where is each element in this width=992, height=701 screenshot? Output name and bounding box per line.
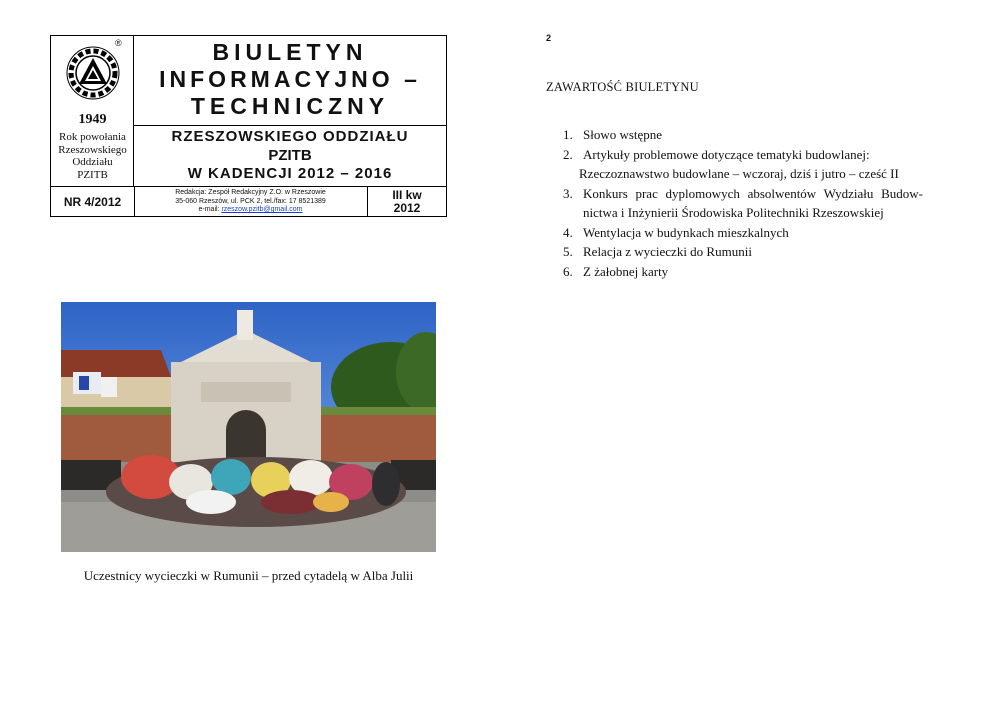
toc-item <box>563 184 923 223</box>
page-number: 2 <box>546 33 552 43</box>
toc-item-text: Artykuły problemowe dotyczące tematyki budowlanej: <box>583 146 870 162</box>
toc-item <box>563 262 923 282</box>
title-line: INFORMACYJNO – <box>159 66 421 92</box>
issue-quarter <box>368 187 446 217</box>
group-photo <box>61 302 436 552</box>
toc-item-text: Wentylacja w budynkach mieszkalnych <box>583 224 789 240</box>
subtitle-line: PZITB <box>268 146 312 164</box>
title-line: TECHNICZNY <box>190 93 390 119</box>
toc-item <box>563 125 923 145</box>
citadel-group-photo-image <box>61 302 436 552</box>
toc-item-number: 1. <box>563 127 573 142</box>
founding-line: PZITB <box>77 168 108 181</box>
editorial-line: Redakcja: Zespół Redakcyjny Z.O. w Rzeszowie <box>175 189 326 196</box>
toc-item <box>563 223 923 243</box>
toc-item-number: 2. <box>563 146 573 162</box>
founding-line: Oddziału <box>72 156 113 168</box>
quarter-line: III kw <box>392 188 422 202</box>
photo-caption: Uczestnicy wycieczki w Rumunii – przed cytadelą w Alba Julii <box>83 568 414 583</box>
subtitle-line: RZESZOWSKIEGO ODDZIAŁU <box>171 128 409 145</box>
issue-number: NR 4/2012 <box>51 187 135 217</box>
toc-item-text: Relacja z wycieczki do Rumunii <box>583 244 752 259</box>
logo-cell <box>51 36 134 186</box>
title-line: BIULETYN <box>212 39 368 65</box>
founding-note <box>51 131 134 181</box>
editorial-info <box>134 187 368 217</box>
bulletin-title <box>134 36 446 126</box>
toc-item-text: Słowo wstępne <box>583 127 663 142</box>
masthead-bottom-row <box>51 186 446 216</box>
editorial-line: 35-060 Rzeszów, ul. PCK 2, tel./fax: 17 8521389 <box>175 197 326 205</box>
toc-item-text: nictwa i Inżynierii Środowiska Politechniki Rzeszowskiej <box>583 205 884 220</box>
email-label: e-mail: <box>198 206 222 213</box>
toc-item-text: Rzeczoznawstwo budowlane – wczoraj, dziś i jutro – cześć II <box>579 166 899 181</box>
subtitle-line: W KADENCJI 2012 – 2016 <box>187 165 393 182</box>
founding-line: Rzeszowskiego <box>58 143 127 156</box>
toc-heading: ZAWARTOŚĆ BIULETYNU <box>546 80 699 94</box>
table-of-contents <box>563 125 923 281</box>
toc-item-number: 5. <box>563 244 573 259</box>
toc-item <box>563 145 923 184</box>
founding-line: Rok powołania <box>59 131 126 143</box>
email-link[interactable]: rzeszow.pzitb@gmail.com <box>221 206 303 213</box>
toc-item-number: 4. <box>563 224 573 240</box>
founding-year: 1949 <box>78 112 107 127</box>
quarter-line: 2012 <box>393 201 421 215</box>
registered-mark: ® <box>115 38 122 48</box>
toc-item-text: Konkurs prac dyplomowych absolwentów Wydziału Budow- <box>583 185 923 201</box>
pzitb-gear-logo-icon <box>61 40 125 104</box>
toc-item-number: 6. <box>563 263 573 279</box>
toc-item <box>563 242 923 262</box>
masthead <box>50 35 447 217</box>
bulletin-subtitle <box>134 126 446 186</box>
toc-item-text: Z żałobnej karty <box>583 263 669 279</box>
email-line <box>134 206 367 215</box>
toc-item-number: 3. <box>563 185 573 201</box>
